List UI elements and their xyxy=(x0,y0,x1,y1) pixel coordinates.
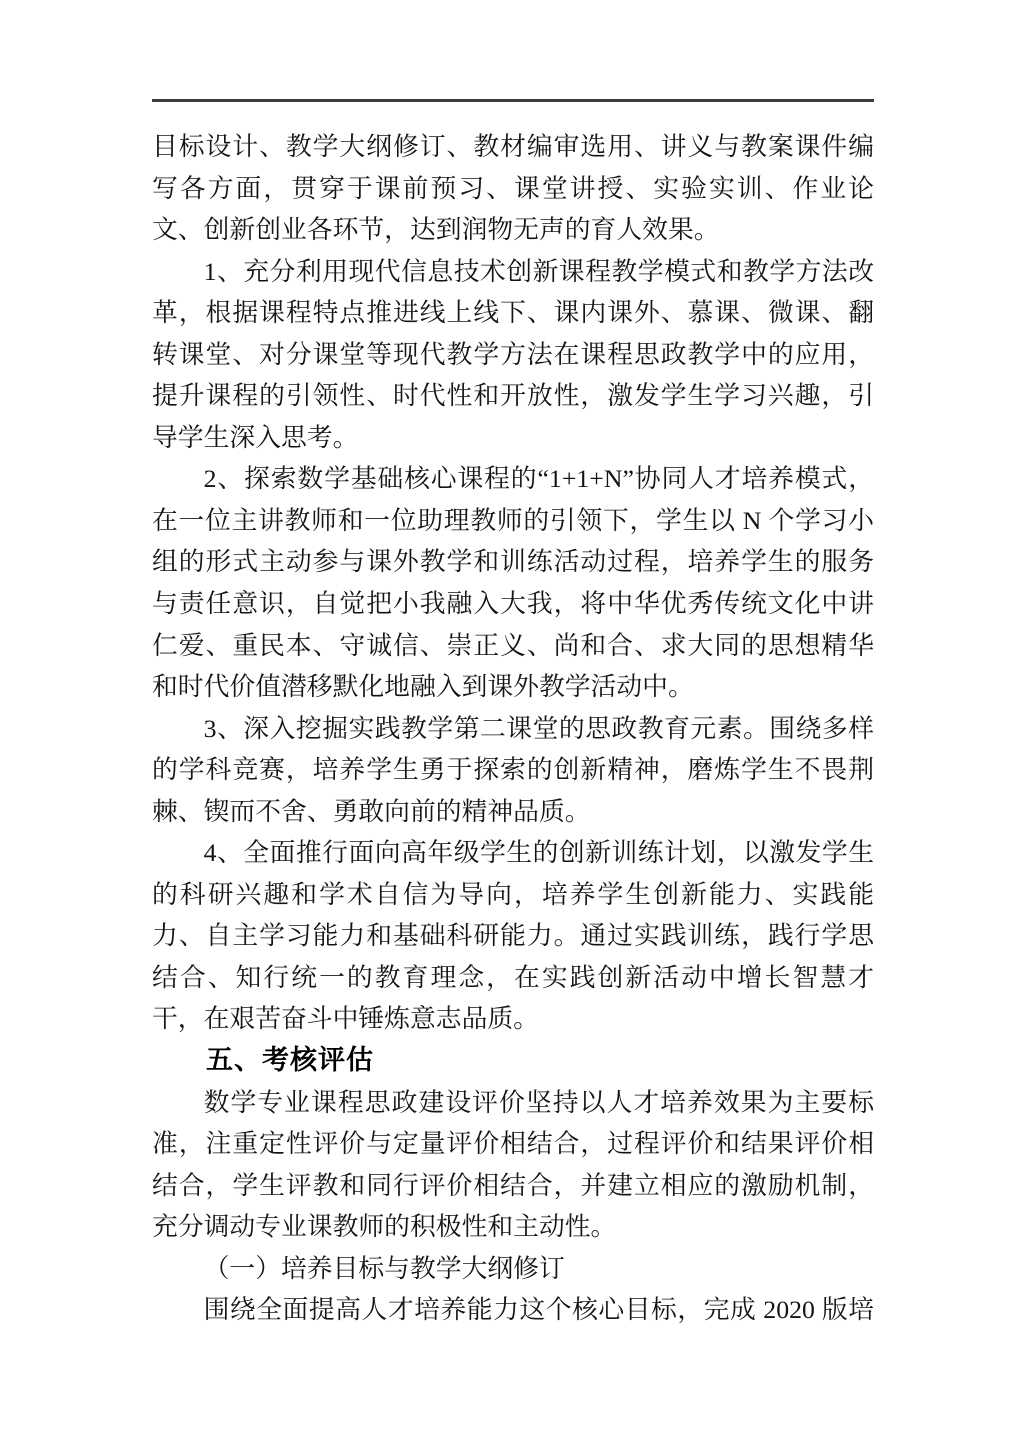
paragraph-item-1: 1、充分利用现代信息技术创新课程教学模式和教学方法改革，根据课程特点推进线上线下、课内课外、慕课、微课、翻转课堂、对分课堂等现代教学方法在课程思政教学中的应用，提升课程的引领性、时代性和开放性，激发学生学习兴趣，引导学生深入思考。 xyxy=(152,256,874,452)
paragraph-last-partial: 围绕全面提高人才培养能力这个核心目标，完成 2020 版培 xyxy=(203,1295,874,1325)
section-heading-assessment: 五、考核评估 xyxy=(206,1045,374,1076)
subsection-heading-training-goals: （一）培养目标与教学大纲修订 xyxy=(203,1253,565,1283)
page-header-rule xyxy=(152,99,874,102)
paragraph-item-3: 3、深入挖掘实践教学第二课堂的思政教育元素。围绕多样的学科竞赛，培养学生勇于探索的创新精神，磨炼学生不畏荆棘、锲而不舍、勇敢向前的精神品质。 xyxy=(152,713,874,826)
paragraph-item-4: 4、全面推行面向高年级学生的创新训练计划，以激发学生的科研兴趣和学术自信为导向，培养学生创新能力、实践能力、自主学习能力和基础科研能力。通过实践训练，践行学思结合、知行统一的教育理念，在实践创新活动中增长智慧才干，在艰苦奋斗中锤炼意志品质。 xyxy=(152,838,874,1034)
paragraph-item-2: 2、探索数学基础核心课程的“1+1+N”协同人才培养模式，在一位主讲教师和一位助理教师的引领下，学生以 N 个学习小组的形式主动参与课外教学和训练活动过程，培养学生的服务与责任意识，自觉把小我融入大我，将中华优秀传统文化中讲仁爱、重民本、守诚信、崇正义、尚和合、求大同的思想精华和时代价值潜移默化地融入到课外教学活动中。 xyxy=(152,464,874,702)
paragraph-assessment-intro: 数学专业课程思政建设评价坚持以人才培养效果为主要标准，注重定性评价与定量评价相结合，过程评价和结果评价相结合，学生评教和同行评价相结合，并建立相应的激励机制，充分调动专业课教师的积极性和主动性。 xyxy=(152,1087,874,1242)
paragraph-continuation: 目标设计、教学大纲修订、教材编审选用、讲义与教案课件编写各方面，贯穿于课前预习、课堂讲授、实验实训、作业论文、创新创业各环节，达到润物无声的育人效果。 xyxy=(152,132,874,245)
page-body-text xyxy=(152,126,874,1331)
